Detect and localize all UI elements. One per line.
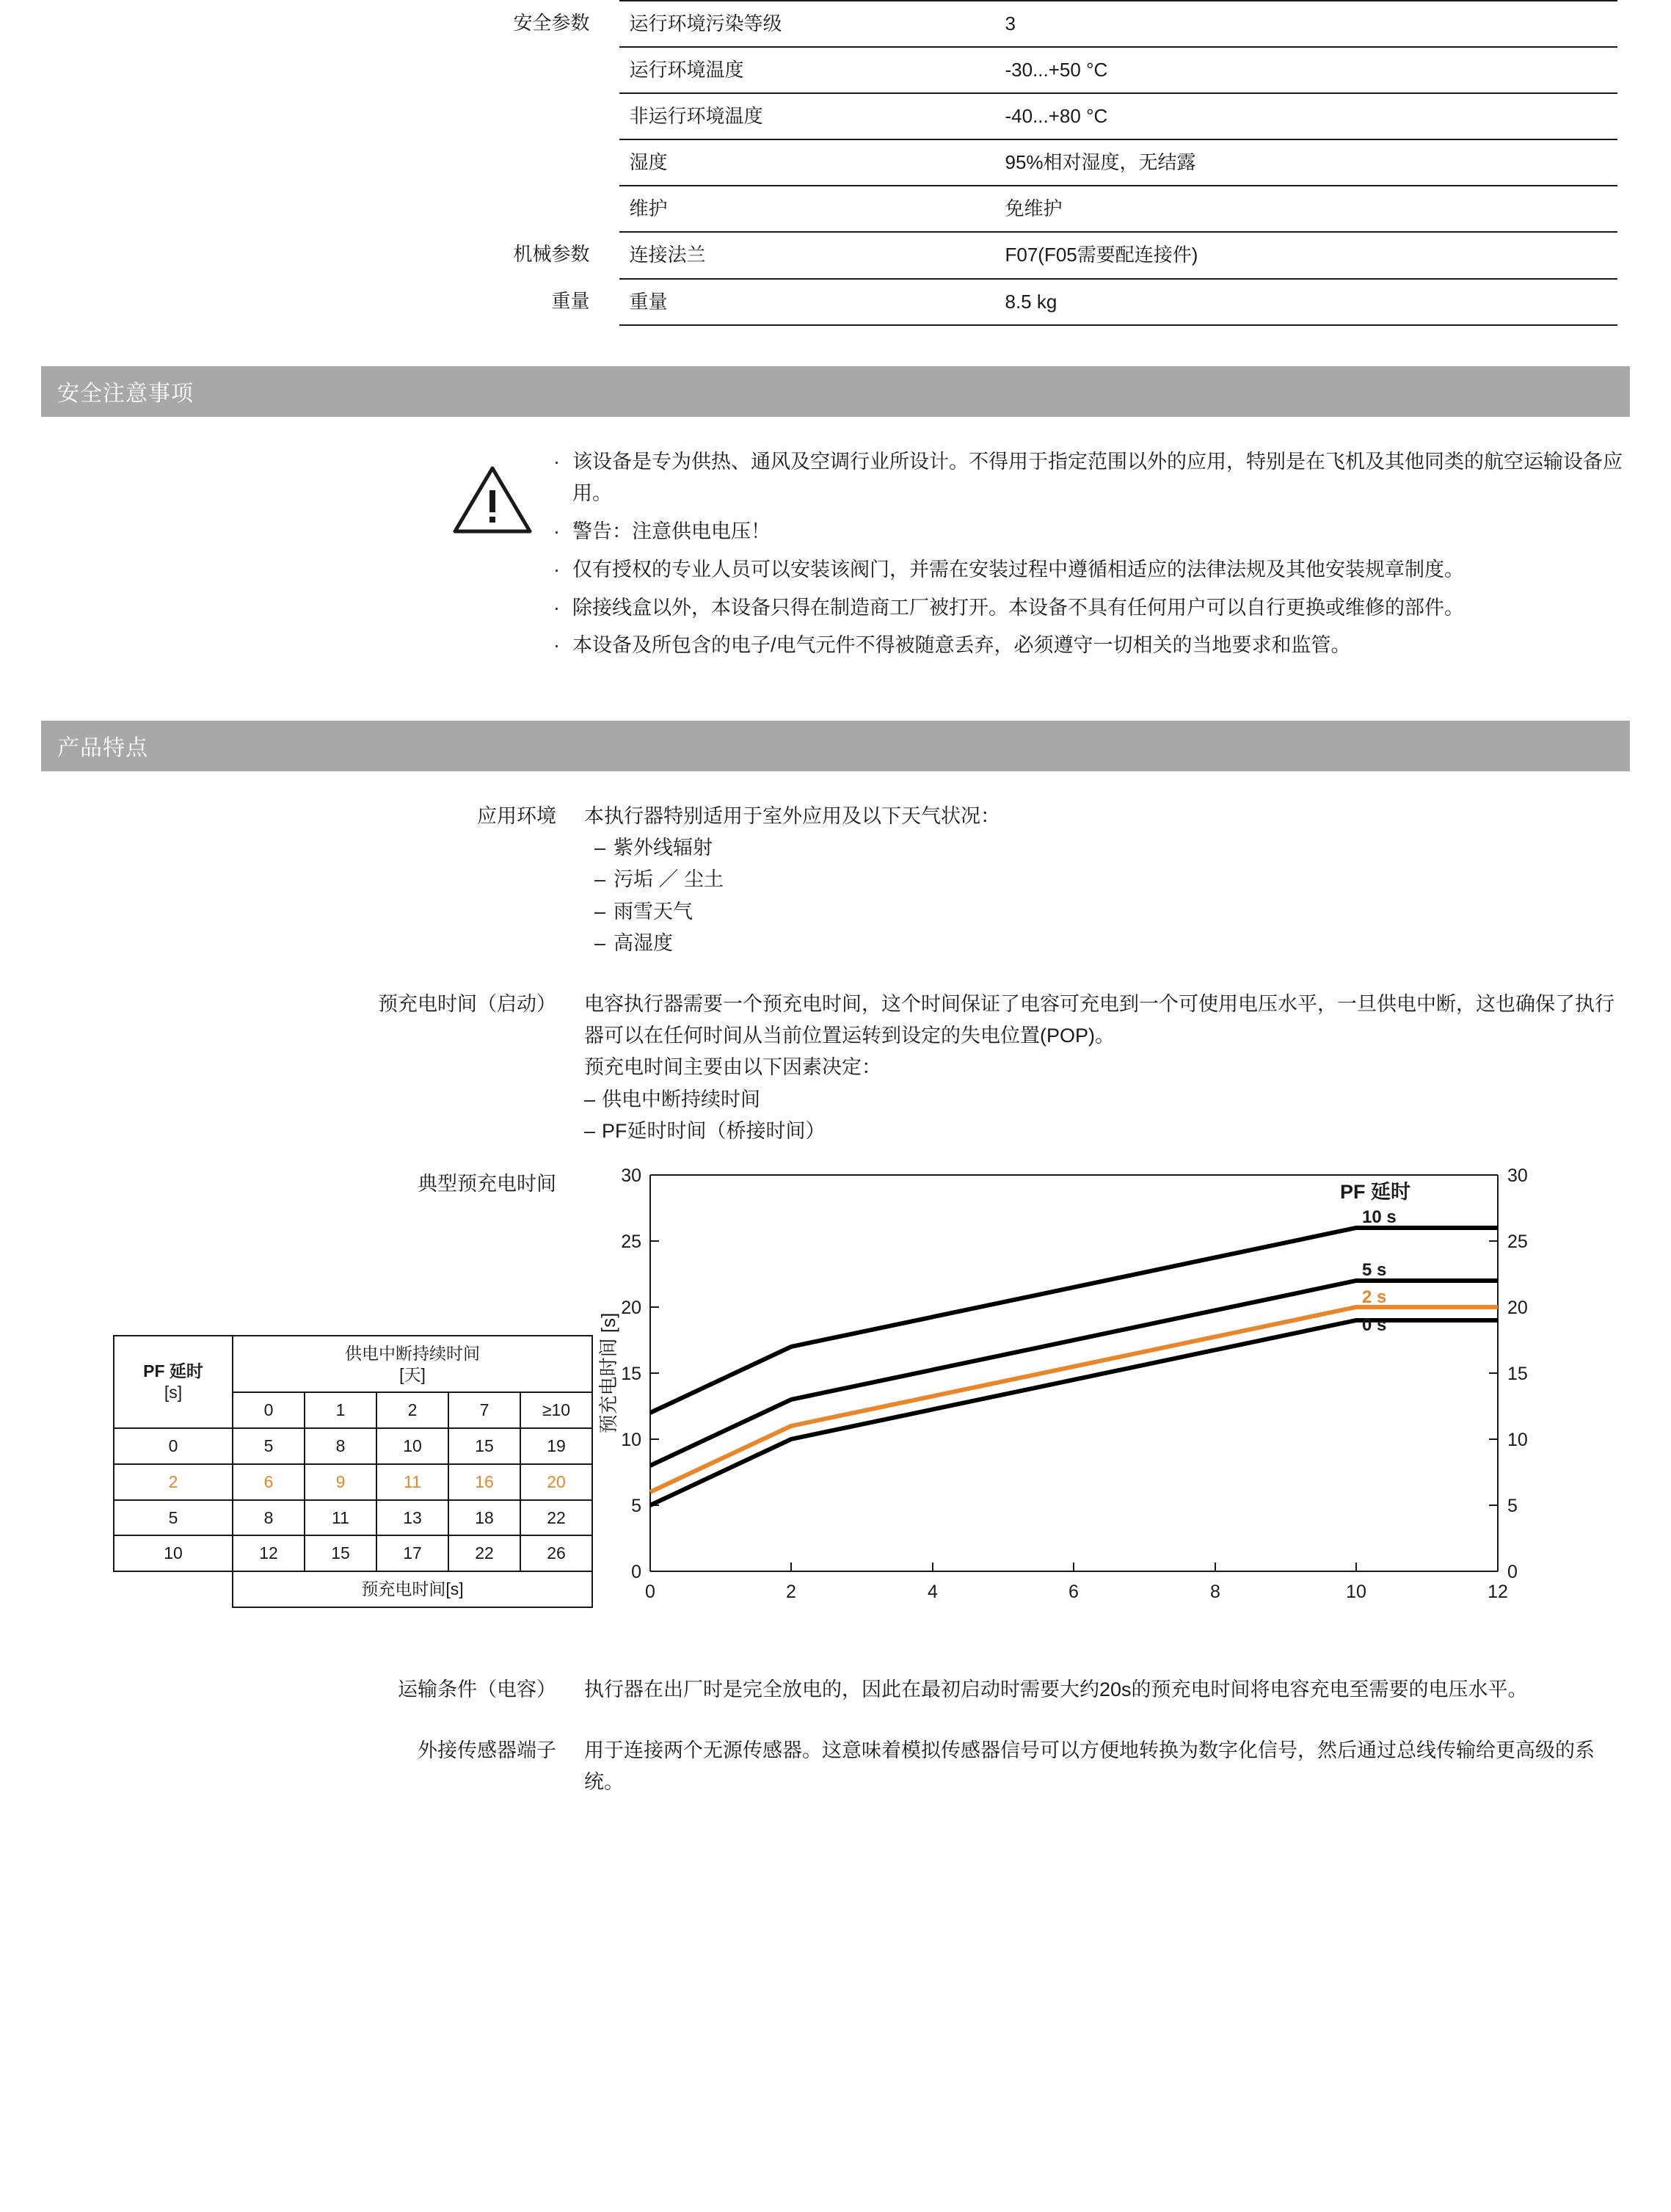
- feature-body: 执行器在出厂时是完全放电的，因此在最初启动时需要大约20s的预充电时间将电容充电至需要的电压水平。: [584, 1678, 1528, 1700]
- cell: 13: [376, 1500, 448, 1536]
- bullet-icon: ·: [553, 450, 560, 473]
- cell: 11: [376, 1464, 448, 1500]
- feature-label: 外接传感器端子: [418, 1739, 556, 1762]
- x-tick-label: 8: [1210, 1581, 1220, 1602]
- dash-icon: –: [584, 1119, 596, 1142]
- spec-name: 连接法兰: [619, 232, 995, 278]
- spec-value: -40...+80 °C: [995, 93, 1617, 139]
- precharge-paragraph-2: 预充电时间主要由以下因素决定：: [584, 1056, 881, 1079]
- y-tick-label-right: 5: [1507, 1495, 1518, 1516]
- feature-label: 运输条件（电容）: [398, 1678, 556, 1700]
- chart-title-label: 典型预充电时间: [418, 1172, 556, 1195]
- list-item: [553, 516, 1630, 548]
- table-row: [54, 139, 1617, 186]
- list-item: [553, 630, 1630, 662]
- list-item: [584, 864, 1615, 895]
- x-tick-label: 0: [645, 1581, 655, 1602]
- list-item: [553, 446, 1630, 510]
- cell: 6: [233, 1464, 305, 1500]
- y-tick-label: 20: [621, 1297, 641, 1318]
- precharge-paragraph-1: 电容执行器需要一个预充电时间，这个时间保证了电容可充电到一个可使用电压水平，一旦供电中断，这也确保了执行器可以在任何时间从当前位置运转到设定的失电位置(POP)。: [584, 993, 1614, 1047]
- safety-item-text: 警告：注意供电电压！: [572, 520, 771, 543]
- y-tick-label-right: 15: [1507, 1363, 1528, 1384]
- legend-label-10s: 10 s: [1362, 1207, 1397, 1227]
- pf-value: 10: [114, 1535, 233, 1571]
- y-tick-label: 25: [621, 1231, 641, 1252]
- precharge-line-chart: [599, 1160, 1546, 1634]
- list-item-label: 污垢 ／ 尘土: [614, 868, 724, 891]
- feature-body: 用于连接两个无源传感器。这意味着模拟传感器信号可以方便地转换为数字化信号，然后通过总线传输给更高级的系统。: [584, 1739, 1595, 1794]
- feature-transport: [41, 1674, 1630, 1706]
- spec-value: F07(F05需要配连接件): [995, 232, 1617, 278]
- list-item-label: 高湿度: [614, 931, 673, 954]
- feature-precharge: [41, 989, 1630, 1147]
- dash-icon: –: [594, 931, 606, 954]
- pf-delay-table-wrap: [113, 1335, 593, 1608]
- warning-triangle-icon: [452, 446, 540, 668]
- spec-value: -30...+50 °C: [995, 47, 1617, 93]
- y-tick-label: 30: [621, 1165, 641, 1186]
- spec-category: 安全参数: [513, 12, 590, 34]
- dash-icon: –: [594, 900, 606, 923]
- table-row: [114, 1428, 592, 1464]
- x-tick-label: 10: [1346, 1581, 1366, 1602]
- spec-value: 3: [995, 1, 1617, 47]
- feature-body: [584, 989, 1630, 1147]
- cell: 26: [520, 1535, 592, 1571]
- list-item: [553, 554, 1630, 586]
- y-tick-label-right: 25: [1507, 1231, 1528, 1252]
- cell: 11: [305, 1500, 376, 1536]
- cell: 8: [305, 1428, 376, 1464]
- cell: 16: [448, 1464, 520, 1500]
- safety-list: [540, 446, 1630, 668]
- feature-intro: 本执行器特别适用于室外应用及以下天气状况：: [584, 805, 1000, 828]
- bullet-icon: ·: [553, 596, 560, 619]
- spec-value: 免维护: [995, 186, 1617, 232]
- section-header-features: 产品特点: [41, 721, 1630, 771]
- cell: 20: [520, 1464, 592, 1500]
- bullet-icon: ·: [553, 558, 560, 581]
- table-row: [54, 47, 1617, 93]
- pf-header-unit: [s]: [164, 1383, 183, 1402]
- col-header: 2: [376, 1392, 448, 1428]
- x-tick-label: 12: [1488, 1581, 1508, 1602]
- col-header: 0: [233, 1392, 305, 1428]
- table-row: [54, 232, 1617, 278]
- table-row-highlighted: [114, 1464, 592, 1500]
- pf-header-label: PF 延时: [143, 1361, 203, 1381]
- spec-name: 湿度: [619, 139, 995, 186]
- cell: 8: [233, 1500, 305, 1536]
- x-tick-label: 4: [928, 1581, 938, 1602]
- spec-name: 运行环境污染等级: [619, 1, 995, 47]
- pf-value: 0: [114, 1428, 233, 1464]
- spec-name: 非运行环境温度: [619, 93, 995, 139]
- spec-name: 运行环境温度: [619, 47, 995, 93]
- spec-name: 维护: [619, 186, 995, 232]
- feature-label: 预充电时间（启动）: [378, 993, 556, 1015]
- table-row: [54, 279, 1617, 325]
- safety-notes-block: [41, 446, 1630, 668]
- table-row: [114, 1535, 592, 1571]
- specification-table: [54, 0, 1617, 326]
- duration-header-label: 供电中断持续时间: [345, 1343, 480, 1363]
- list-item: [584, 832, 1615, 864]
- pf-header-cell: [114, 1336, 233, 1428]
- spec-value: 95%相对湿度，无结露: [995, 139, 1617, 186]
- table-row: [54, 93, 1617, 139]
- legend-label-0s: 0 s: [1362, 1314, 1387, 1335]
- pf-delay-table: [113, 1335, 593, 1608]
- cell: 17: [376, 1535, 448, 1571]
- cell: 5: [233, 1428, 305, 1464]
- spec-category: [54, 139, 619, 186]
- y-tick-label-right: 30: [1507, 1165, 1528, 1186]
- feature-environment: [41, 801, 1630, 959]
- list-item-label: PF延时时间（桥接时间）: [602, 1119, 826, 1142]
- list-item: [584, 1116, 1615, 1147]
- spec-category: [54, 93, 619, 139]
- cell: 22: [448, 1535, 520, 1571]
- bullet-icon: ·: [553, 520, 560, 543]
- cell: 19: [520, 1428, 592, 1464]
- y-axis-title: 预充电时间 [s]: [599, 1312, 619, 1434]
- feature-sensor: [41, 1735, 1630, 1798]
- safety-item-text: 除接线盒以外，本设备只得在制造商工厂被打开。本设备不具有任何用户可以自行更换或维修的部件。: [572, 596, 1464, 619]
- list-item: [584, 896, 1615, 928]
- table-header-row: [114, 1336, 592, 1393]
- spec-value: 8.5 kg: [995, 279, 1617, 325]
- spec-category: 机械参数: [513, 243, 590, 266]
- safety-item-text: 该设备是专为供热、通风及空调行业所设计。不得用于指定范围以外的应用，特别是在飞机及其他同类的航空运输设备应用。: [572, 450, 1623, 505]
- table-footer-row: [114, 1571, 592, 1607]
- precharge-chart-zone: [41, 1160, 1630, 1645]
- legend-title: PF 延时: [1340, 1180, 1411, 1203]
- dash-icon: –: [594, 837, 606, 859]
- y-tick-label: 15: [621, 1363, 641, 1384]
- col-header: 1: [305, 1392, 376, 1428]
- cell: 18: [448, 1500, 520, 1536]
- legend-label-2s: 2 s: [1362, 1287, 1387, 1307]
- dash-icon: –: [584, 1088, 596, 1110]
- y-tick-label-right: 10: [1507, 1429, 1528, 1450]
- cell: 10: [376, 1428, 448, 1464]
- feature-label: 应用环境: [477, 805, 556, 828]
- cell: 12: [233, 1535, 305, 1571]
- y-tick-label-right: 20: [1507, 1297, 1528, 1318]
- x-tick-label: 6: [1069, 1581, 1079, 1602]
- dash-icon: –: [594, 868, 606, 891]
- list-item-label: 供电中断持续时间: [602, 1088, 760, 1110]
- pf-value: 5: [114, 1500, 233, 1536]
- list-item-label: 紫外线辐射: [614, 837, 713, 859]
- section-header-safety: 安全注意事项: [41, 366, 1630, 417]
- y-tick-label: 10: [621, 1429, 641, 1450]
- table-row: [54, 186, 1617, 232]
- y-tick-label-right: 0: [1507, 1561, 1518, 1582]
- list-item: [584, 928, 1615, 959]
- duration-header-cell: [233, 1336, 592, 1393]
- legend-label-5s: 5 s: [1362, 1259, 1387, 1280]
- safety-item-text: 仅有授权的专业人员可以安装该阀门，并需在安装过程中遵循相适应的法律法规及其他安装规章制度。: [572, 558, 1464, 581]
- list-item: [584, 1084, 1615, 1116]
- series-line-0s: [650, 1320, 1498, 1505]
- list-item: [553, 592, 1630, 625]
- cell: 22: [520, 1500, 592, 1536]
- feature-body: [584, 801, 1630, 959]
- y-tick-label: 5: [631, 1495, 641, 1516]
- environment-list: [584, 832, 1615, 959]
- spec-category: 重量: [551, 289, 590, 312]
- spec-name: 重量: [619, 279, 995, 325]
- spec-category: [54, 47, 619, 93]
- bullet-icon: ·: [553, 634, 560, 657]
- duration-header-unit: [天]: [399, 1364, 426, 1384]
- cell: 9: [305, 1464, 376, 1500]
- table-row: [114, 1500, 592, 1536]
- pf-table-footer: 预充电时间[s]: [233, 1571, 592, 1607]
- safety-item-text: 本设备及所包含的电子/电气元件不得被随意丢弃，必须遵守一切相关的当地要求和监管。: [572, 634, 1351, 657]
- spec-category: [54, 186, 619, 232]
- x-tick-label: 2: [786, 1581, 796, 1602]
- col-header: 7: [448, 1392, 520, 1428]
- list-item-label: 雨雪天气: [614, 900, 693, 923]
- cell: 15: [305, 1535, 376, 1571]
- col-header: ≥10: [520, 1392, 592, 1428]
- y-tick-label: 0: [631, 1561, 641, 1582]
- pf-value: 2: [114, 1464, 233, 1500]
- table-row: [54, 1, 1617, 47]
- cell: 15: [448, 1428, 520, 1464]
